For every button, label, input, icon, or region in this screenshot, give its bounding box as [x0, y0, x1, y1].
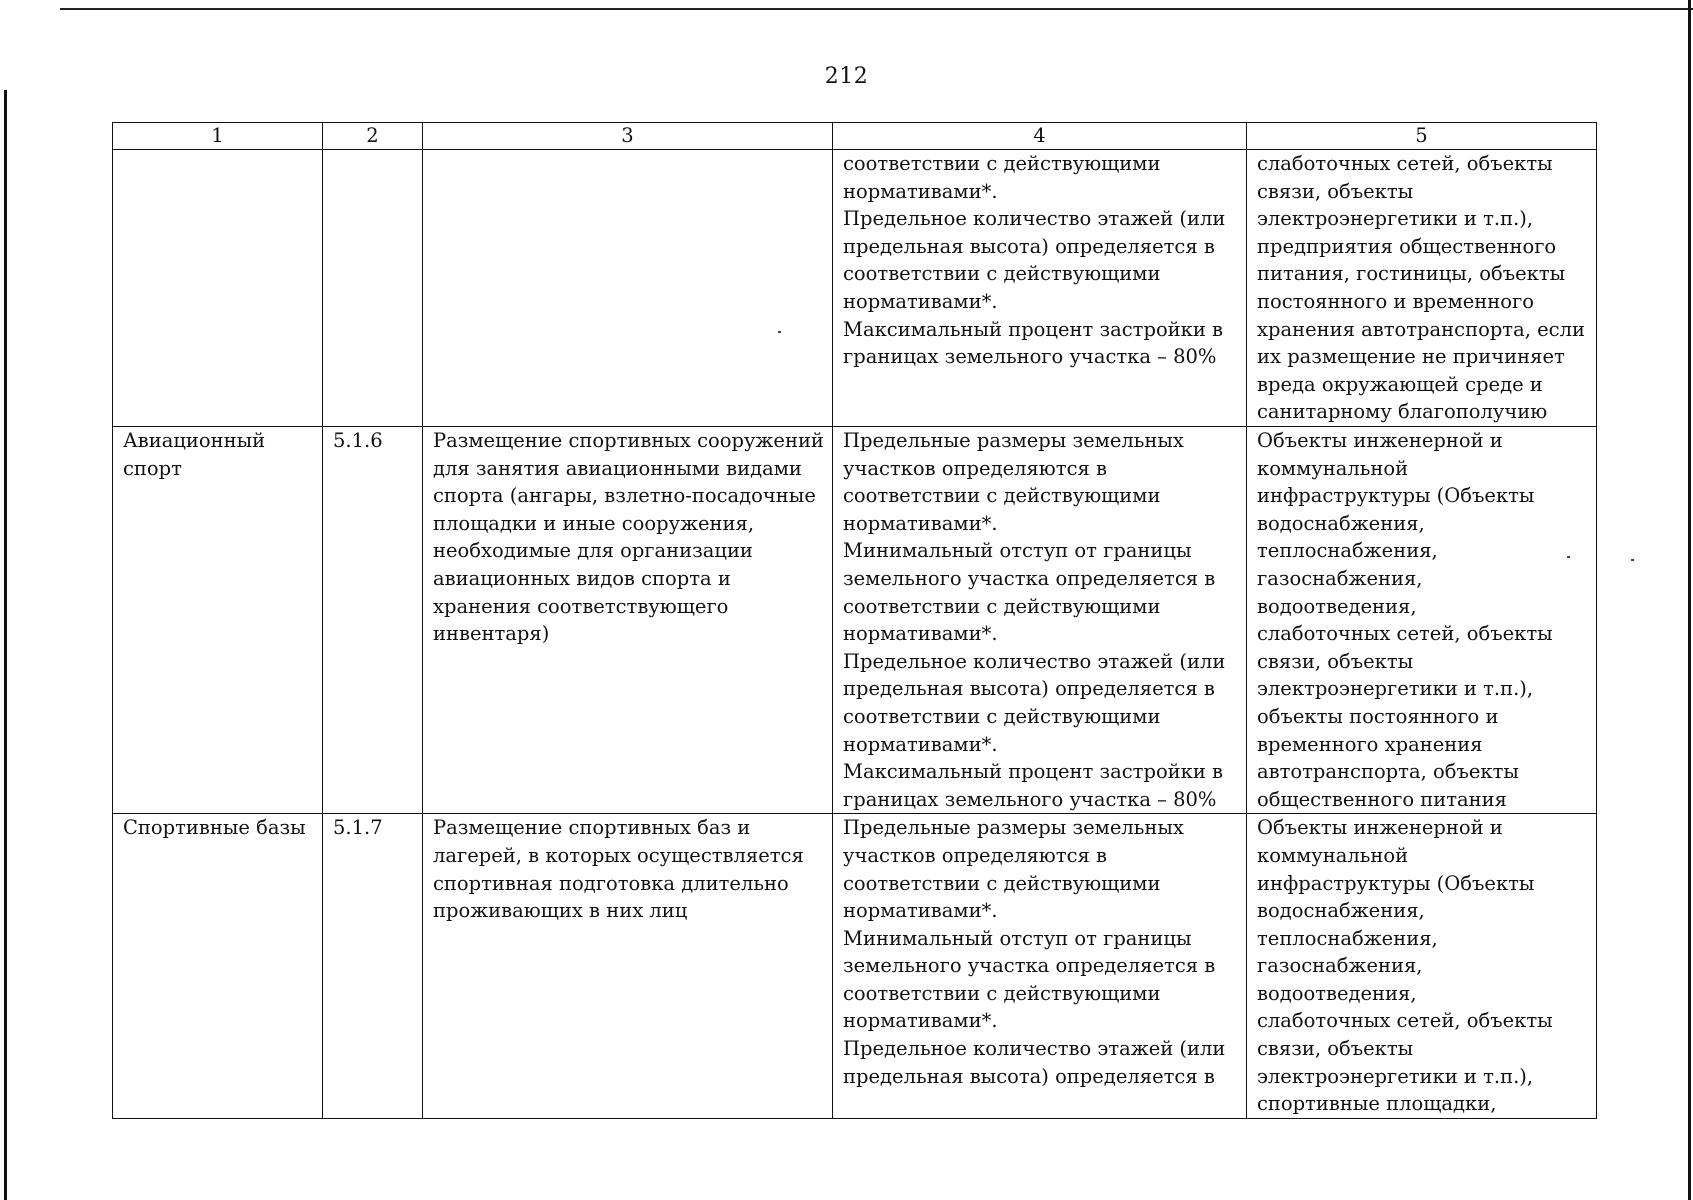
column-header: 4	[833, 123, 1247, 150]
use-description-cell	[423, 814, 833, 1119]
use-code: 5.1.6	[333, 429, 383, 452]
use-name: Спортивные базы	[123, 816, 306, 840]
use-name-cell	[113, 427, 323, 814]
table-row	[113, 427, 1597, 814]
use-name-cell	[113, 150, 323, 427]
allowed-uses-text: Объекты инженерной и коммунальной инфраструктуры (Объекты водоснабжения, теплоснабжения, газоснабжения, водоотведения, слаботочных сетей, объекты связи, объекты электроэнергетики и т.п.), объекты постоянного и временного хранения автотранспорта, объекты общественного питания	[1257, 429, 1553, 811]
scan-edge-top	[60, 8, 1693, 10]
parameters-cell	[833, 427, 1247, 814]
allowed-uses-cell	[1247, 427, 1597, 814]
use-name-cell	[113, 814, 323, 1119]
page-number: 212	[824, 64, 869, 89]
scan-edge-right	[1688, 0, 1691, 1200]
use-code-cell	[323, 150, 423, 427]
allowed-uses-cell	[1247, 814, 1597, 1119]
use-code-cell	[323, 427, 423, 814]
column-header: 3	[423, 123, 833, 150]
use-code: 5.1.7	[333, 816, 383, 840]
column-header: 2	[323, 123, 423, 150]
use-description: Размещение спортивных баз и лагерей, в которых осуществляется спортивная подготовка длительно проживающих в них лиц	[433, 816, 804, 923]
scan-speck	[778, 331, 781, 333]
column-header: 5	[1247, 123, 1597, 150]
table-row	[113, 150, 1597, 427]
parameters-cell	[833, 150, 1247, 427]
allowed-uses-text: слаботочных сетей, объекты связи, объекты электроэнергетики и т.п.), предприятия общественного питания, гостиницы, объекты постоянного и временного хранения автотранспорта, если их размещение не причиняет вреда окружающей среде и санитарному благополучию	[1257, 152, 1585, 424]
parameters-text: соответствии с действующими нормативами*. Предельное количество этажей (или предельная высота) определяется в соответствии с действующими нормативами*. Максимальный процент застройки в границах земельного участка – 80%	[843, 152, 1226, 369]
table-row	[113, 814, 1597, 1119]
land-use-table	[112, 122, 1597, 1119]
allowed-uses-text: Объекты инженерной и коммунальной инфраструктуры (Объекты водоснабжения, теплоснабжения, газоснабжения, водоотведения, слаботочных сетей, объекты связи, объекты электроэнергетики и т.п.), спортивные площадки,	[1257, 816, 1553, 1116]
column-header: 1	[113, 123, 323, 150]
parameters-text: Предельные размеры земельных участков определяются в соответствии с действующими нормативами*. Минимальный отступ от границы земельного участка определяется в соответствии с действующими нормативами*. Предельное количество этажей (или предельная высота) определяется в	[843, 816, 1226, 1088]
parameters-cell	[833, 814, 1247, 1119]
scan-speck	[1567, 556, 1570, 558]
use-description-cell	[423, 150, 833, 427]
use-description-cell	[423, 427, 833, 814]
table-header-row	[113, 123, 1597, 150]
parameters-text: Предельные размеры земельных участков определяются в соответствии с действующими нормативами*. Минимальный отступ от границы земельного участка определяется в соответствии с действующими нормативами*. Предельное количество этажей (или предельная высота) определяется в соответствии с действующими нормативами*. Максимальный процент застройки в границах земельного участка – 80%	[843, 429, 1226, 811]
use-description: Размещение спортивных сооружений для занятия авиационными видами спорта (ангары, взлетно-посадочные площадки и иные сооружения, необходимые для организации авиационных видов спорта и хранения соответствующего инвентаря)	[433, 429, 824, 646]
use-name: Авиационный спорт	[123, 429, 266, 480]
allowed-uses-cell	[1247, 150, 1597, 427]
use-code-cell	[323, 814, 423, 1119]
scan-edge-left	[4, 90, 7, 1200]
scan-speck	[1631, 559, 1634, 561]
